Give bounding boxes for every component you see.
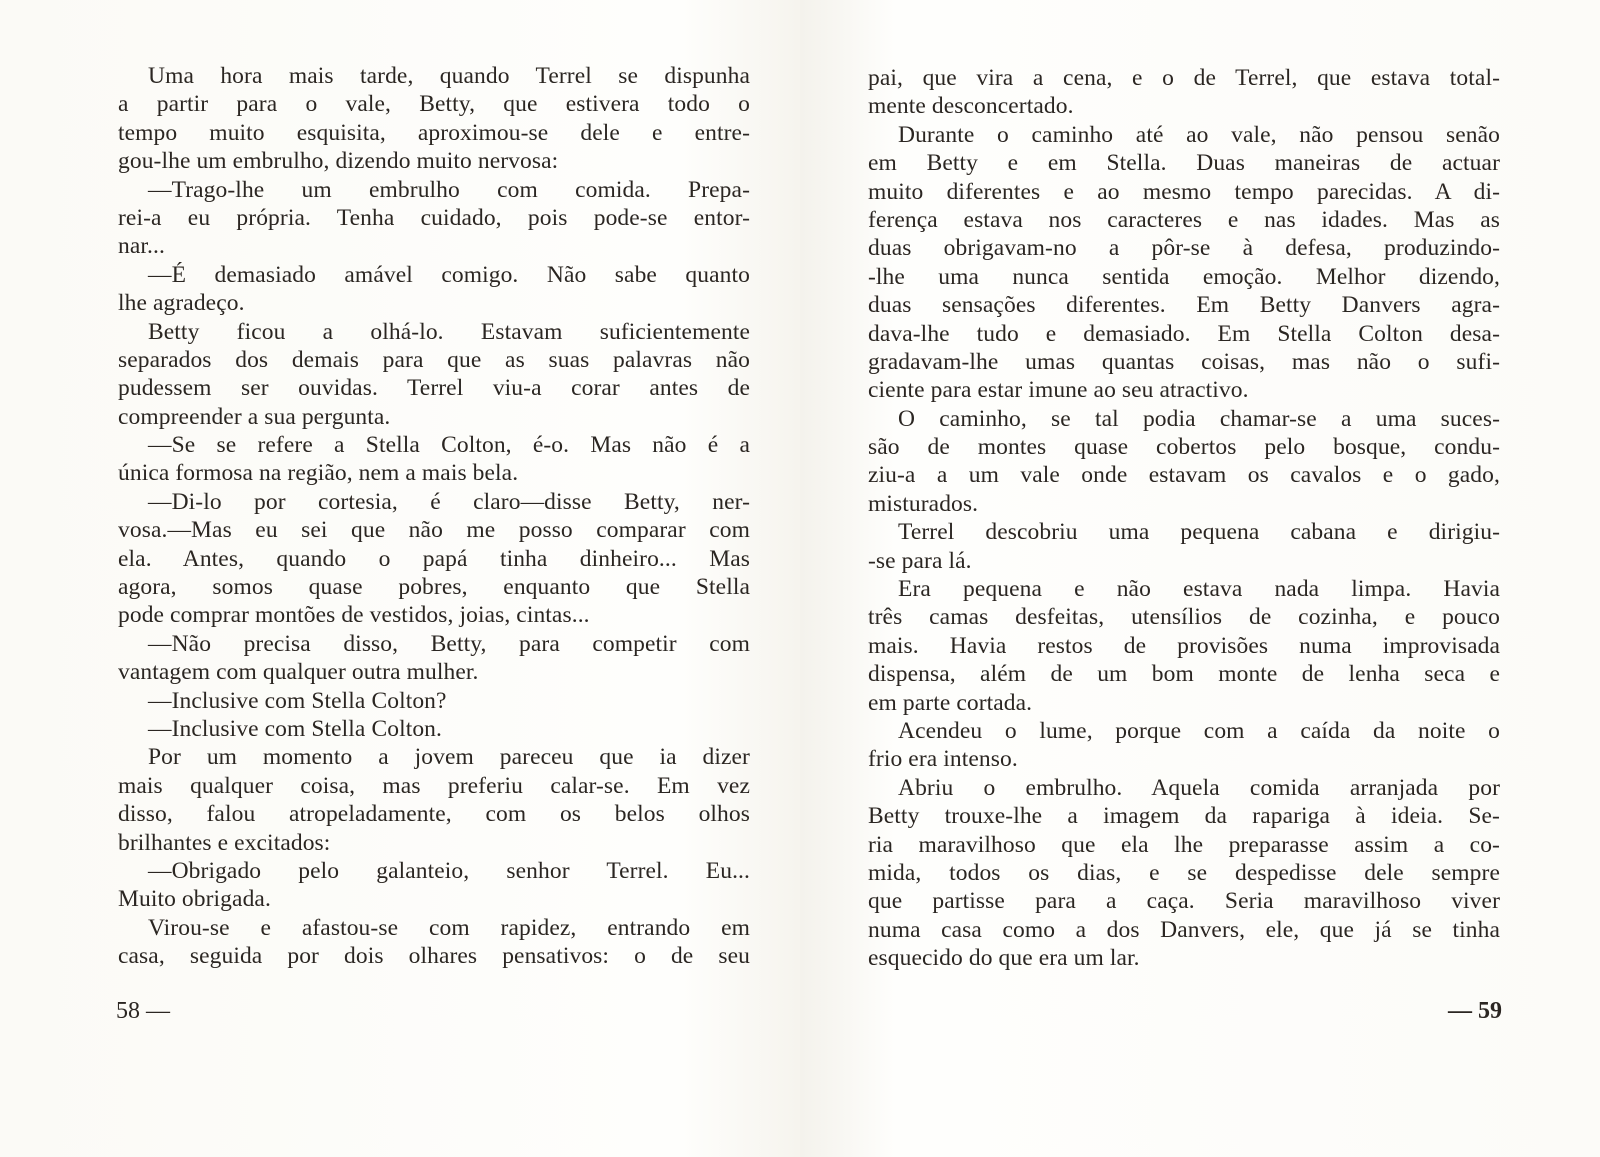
text-line: três camas desfeitas, utensílios de cozinha, e pouco	[868, 604, 1500, 631]
text-line: casa, seguida por dois olhares pensativos: o de seu	[118, 943, 750, 970]
text-line: Betty ficou a olhá-lo. Estavam suficientemente	[148, 318, 750, 345]
text-line: ziu-a a um vale onde estavam os cavalos e o gado,	[868, 462, 1500, 489]
text-line: misturados.	[868, 490, 979, 517]
text-line: Betty trouxe-lhe a imagem da rapariga à ideia. Se-	[868, 803, 1500, 830]
text-line: ferença estava nos caracteres e nas idades. Mas as	[868, 206, 1500, 233]
paragraph	[868, 121, 1500, 405]
text-line: nar...	[118, 233, 165, 260]
text-line: a partir para o vale, Betty, que estivera todo o	[118, 91, 750, 118]
text-line: em Betty e em Stella. Duas maneiras de actuar	[868, 150, 1500, 177]
text-line: lhe agradeço.	[118, 290, 245, 317]
text-line: —Se se refere a Stella Colton, é-o. Mas não é a	[148, 432, 750, 459]
text-line: vantagem com qualquer outra mulher.	[118, 659, 479, 686]
text-line: disso, falou atropeladamente, com os belos olhos	[118, 801, 750, 828]
text-line: mida, todos os dias, e se despedisse dele sempre	[868, 859, 1500, 886]
text-line: são de montes quase cobertos pelo bosque, condu-	[868, 434, 1500, 461]
paragraph	[868, 717, 1500, 774]
page-number-left: 58 —	[116, 998, 170, 1024]
text-line: em parte cortada.	[868, 689, 1033, 716]
text-line: compreender a sua pergunta.	[118, 403, 391, 430]
text-line: vosa.—Mas eu sei que não me posso comparar com	[118, 517, 750, 544]
page-number-right: — 59	[1448, 998, 1502, 1024]
text-line: separados dos demais para que as suas palavras não	[118, 346, 750, 373]
text-line: Por um momento a jovem pareceu que ia dizer	[148, 744, 750, 771]
text-line: -lhe uma nunca sentida emoção. Melhor dizendo,	[868, 263, 1500, 290]
paragraph	[118, 715, 750, 743]
paragraph	[118, 630, 750, 687]
paragraph	[118, 687, 750, 715]
paragraph	[868, 405, 1500, 519]
text-line: —Obrigado pelo galanteio, senhor Terrel. Eu...	[148, 857, 750, 884]
text-line: —Não precisa disso, Betty, para competir com	[148, 630, 750, 657]
text-line: Acendeu o lume, porque com a caída da noite o	[898, 717, 1500, 744]
text-line: tempo muito esquisita, aproximou-se dele e entre-	[118, 119, 750, 146]
text-line: duas obrigavam-no a pôr-se à defesa, produzindo-	[868, 235, 1500, 262]
text-line: muito diferentes e ao mesmo tempo parecidas. A di-	[868, 178, 1500, 205]
text-line: pode comprar montões de vestidos, joias, cintas...	[118, 602, 590, 629]
text-line: pudessem ser ouvidas. Terrel viu-a corar antes de	[118, 375, 750, 402]
text-line: mais qualquer coisa, mas preferiu calar-se. Em vez	[118, 772, 750, 799]
text-line: gou-lhe um embrulho, dizendo muito nervosa:	[118, 148, 559, 175]
text-line: mais. Havia restos de provisões numa improvisada	[868, 632, 1500, 659]
text-line: O caminho, se tal podia chamar-se a uma suces-	[898, 405, 1500, 432]
paragraph	[118, 488, 750, 630]
text-line: Abriu o embrulho. Aquela comida arranjada por	[898, 774, 1500, 801]
text-line: agora, somos quase pobres, enquanto que Stella	[118, 574, 750, 601]
text-line: rei-a eu própria. Tenha cuidado, pois pode-se entor-	[118, 204, 750, 231]
text-line: ciente para estar imune ao seu atractivo.	[868, 377, 1249, 404]
text-line: —Trago-lhe um embrulho com comida. Prepa-	[148, 176, 750, 203]
text-line: gradavam-lhe umas quantas coisas, mas não o sufi-	[868, 348, 1500, 375]
text-line: Uma hora mais tarde, quando Terrel se dispunha	[148, 63, 750, 89]
paragraph	[118, 62, 750, 176]
paragraph	[868, 518, 1500, 575]
text-line: Era pequena e não estava nada limpa. Havia	[898, 576, 1500, 603]
text-line: ria maravilhoso que ela lhe preparasse assim a co-	[868, 831, 1500, 858]
text-line: duas sensações diferentes. Em Betty Danvers agra-	[868, 292, 1500, 319]
text-line: numa casa como a dos Danvers, ele, que já se tinha	[868, 916, 1500, 943]
text-line: brilhantes e excitados:	[118, 829, 331, 856]
paragraph	[118, 176, 750, 261]
paragraph	[118, 914, 750, 971]
right-page-text	[868, 64, 1500, 973]
text-line: Terrel descobriu uma pequena cabana e dirigiu-	[898, 519, 1500, 546]
right-page	[800, 0, 1600, 1157]
text-line: Durante o caminho até ao vale, não pensou senão	[898, 121, 1500, 148]
text-line: —Inclusive com Stella Colton?	[148, 687, 447, 714]
paragraph	[118, 431, 750, 488]
paragraph	[868, 774, 1500, 973]
text-line: que partisse para a caça. Seria maravilhoso viver	[868, 888, 1500, 915]
paragraph	[868, 64, 1500, 121]
text-line: pai, que vira a cena, e o de Terrel, que estava total-	[868, 65, 1500, 91]
text-line: —Di-lo por cortesia, é claro—disse Betty, ner-	[148, 488, 750, 515]
text-line: -se para lá.	[868, 547, 972, 574]
text-line: esquecido do que era um lar.	[868, 945, 1140, 972]
text-line: única formosa na região, nem a mais bela.	[118, 460, 519, 487]
text-line: frio era intenso.	[868, 746, 1018, 773]
left-page-text	[118, 62, 750, 971]
text-line: —Inclusive com Stella Colton.	[148, 715, 442, 742]
text-line: ela. Antes, quando o papá tinha dinheiro... Mas	[118, 545, 750, 572]
paragraph	[118, 857, 750, 914]
paragraph	[118, 261, 750, 318]
text-line: —É demasiado amável comigo. Não sabe quanto	[148, 261, 750, 288]
text-line: Muito obrigada.	[118, 886, 271, 913]
text-line: Virou-se e afastou-se com rapidez, entrando em	[148, 914, 750, 941]
text-line: mente desconcertado.	[868, 93, 1074, 120]
paragraph	[868, 575, 1500, 717]
paragraph	[118, 318, 750, 432]
paragraph	[118, 743, 750, 857]
text-line: dispensa, além de um bom monte de lenha seca e	[868, 661, 1500, 688]
text-line: dava-lhe tudo e demasiado. Em Stella Colton desa-	[868, 320, 1500, 347]
